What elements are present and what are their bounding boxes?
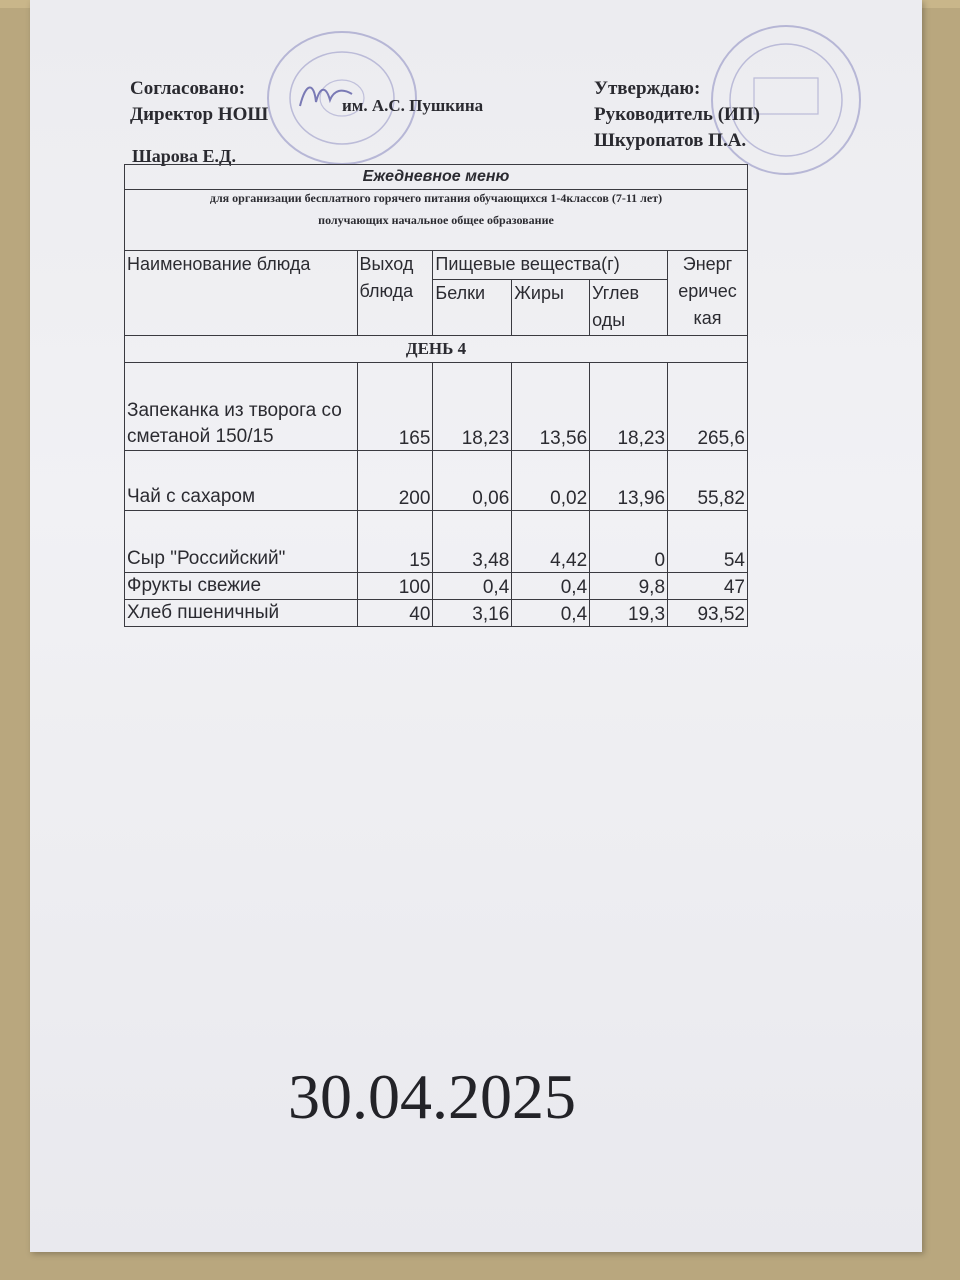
dish-energy: 265,6 xyxy=(668,363,748,451)
menu-title: Ежедневное меню xyxy=(125,165,748,190)
header-protein: Белки xyxy=(433,280,512,336)
table-row xyxy=(125,600,748,627)
dish-name: Хлеб пшеничный xyxy=(125,600,358,627)
dish-protein: 0,06 xyxy=(433,451,512,511)
dish-fat: 13,56 xyxy=(512,363,590,451)
dish-energy: 55,82 xyxy=(668,451,748,511)
dish-name: Чай с сахаром xyxy=(125,451,358,511)
dish-yield: 200 xyxy=(357,451,433,511)
approval-right-block xyxy=(594,76,760,154)
school-name: им. А.С. Пушкина xyxy=(342,96,484,115)
header-energy: Энерг еричес кая xyxy=(668,251,748,336)
table-row xyxy=(125,573,748,600)
dish-name: Сыр "Российский" xyxy=(125,511,358,573)
dish-energy: 93,52 xyxy=(668,600,748,627)
header-carbs: Углев оды xyxy=(590,280,668,336)
dish-carbs: 13,96 xyxy=(590,451,668,511)
approval-left-title: Согласовано: xyxy=(130,78,246,99)
menu-subtitle-cell xyxy=(125,190,748,251)
header-nutrients: Пищевые вещества(г) xyxy=(433,251,668,280)
dish-carbs: 19,3 xyxy=(590,600,668,627)
menu-table xyxy=(124,164,748,627)
dish-yield: 15 xyxy=(357,511,433,573)
dish-name: Запеканка из творога со сметаной 150/15 xyxy=(125,363,358,451)
dish-protein: 3,16 xyxy=(433,600,512,627)
dish-fat: 0,4 xyxy=(512,600,590,627)
menu-subtitle-line1: для организации бесплатного горячего питания обучающихся 1-4классов (7-11 лет) xyxy=(209,191,663,205)
dish-carbs: 9,8 xyxy=(590,573,668,600)
approval-right-name: Шкуропатов П.А. xyxy=(594,130,747,151)
dish-energy: 47 xyxy=(668,573,748,600)
approval-right-position: Руководитель (ИП) xyxy=(594,104,760,125)
director-name: Шарова Е.Д. xyxy=(132,146,236,166)
header-fat: Жиры xyxy=(512,280,590,336)
dish-yield: 165 xyxy=(357,363,433,451)
dish-protein: 3,48 xyxy=(433,511,512,573)
header-yield: Выход блюда xyxy=(357,251,433,336)
dish-yield: 100 xyxy=(357,573,433,600)
menu-date: 30.04.2025 xyxy=(288,1061,576,1132)
approval-left-block xyxy=(130,76,268,128)
dish-name: Фрукты свежие xyxy=(125,573,358,600)
approval-left-position: Директор НОШ xyxy=(130,104,269,125)
dish-carbs: 0 xyxy=(590,511,668,573)
approval-right-title: Утверждаю: xyxy=(594,78,701,99)
table-row xyxy=(125,363,748,451)
dish-fat: 0,02 xyxy=(512,451,590,511)
dish-protein: 0,4 xyxy=(433,573,512,600)
dish-carbs: 18,23 xyxy=(590,363,668,451)
day-label: ДЕНЬ 4 xyxy=(125,336,748,363)
dish-fat: 4,42 xyxy=(512,511,590,573)
dish-yield: 40 xyxy=(357,600,433,627)
dish-fat: 0,4 xyxy=(512,573,590,600)
table-row xyxy=(125,451,748,511)
dish-energy: 54 xyxy=(668,511,748,573)
dish-protein: 18,23 xyxy=(433,363,512,451)
table-row xyxy=(125,511,748,573)
header-dish-name: Наименование блюда xyxy=(125,251,358,336)
menu-subtitle-line2: получающих начальное общее образование xyxy=(318,213,554,227)
